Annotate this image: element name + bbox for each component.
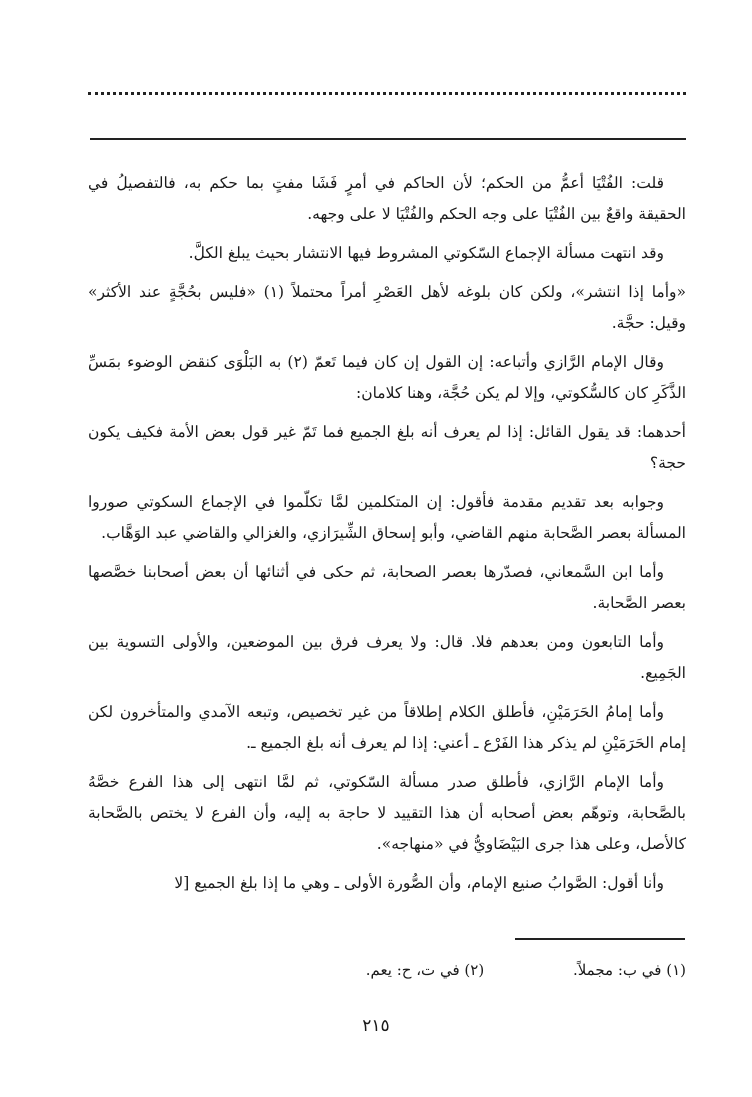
paragraph: وأنا أقول: الصَّوابُ صنيع الإمام، وأن الصُّورة الأولى ـ وهي ما إذا بلغ الجميع [لا bbox=[174, 874, 664, 892]
header-rule bbox=[90, 138, 686, 140]
paragraph: أحدهما: قد يقول القائل: إذا لم يعرف أنه بلغ الجميع فما تَمّ غير قول بعض الأمة فكيف يكون حجة؟ bbox=[88, 423, 686, 472]
header-dotted-line bbox=[88, 92, 686, 101]
paragraph: وجوابه بعد تقديم مقدمة فأقول: إن المتكلمين لمَّا تكلّموا في الإجماع السكوتي صوروا المسألة بعصر الصَّحابة منهم القاضي، وأبو إسحاق الشِّيرَازي، والغزالي والقاضي عبد الوَهَّاب. bbox=[88, 493, 686, 542]
paragraph: وأما الإمام الرَّازي، فأطلق صدر مسألة السّكوتي، ثم لمَّا انتهى إلى هذا الفرع خصَّهُ بالصَّحابة، وتوهّم بعض أصحابه أن هذا التقييد لا حاجة به إليه، وأن الفرع لا يختص بالصَّحابة كالأصل، وعلى هذا جرى البَيْضَاويُّ في «منهاجه». bbox=[88, 773, 686, 853]
footnote-rule bbox=[515, 938, 685, 940]
paragraph: وقال الإمام الرَّازي وأتباعه: إن القول إن كان فيما تَعمّ (٢) به البَلْوَى كنقض الوضوء بمَسِّ الذَّكَرِ كان كالسُّكوتي، وإلا لم يكن حُجَّة، وهنا كلامان: bbox=[88, 353, 686, 402]
footnote: (١) في ب: مجملاً. bbox=[572, 961, 686, 979]
footnotes bbox=[88, 958, 686, 982]
main-text bbox=[88, 168, 686, 899]
paragraph: وأما ابن السَّمعاني، فصدّرها بعصر الصحابة، ثم حكى في أثنائها أن بعض أصحابنا خصَّصها بعصر الصَّحابة. bbox=[88, 563, 686, 612]
paragraph: قلت: الفُتْيَا أعمُّ من الحكم؛ لأن الحاكم في أمرٍ فَشَا مفتٍ بما حكم به، فالتفصيلُ في الحقيقة واقعٌ بين الفُتْيَا على وجه الحكم والفُتْيَا لا على وجهه. bbox=[88, 174, 686, 223]
footnote: (٢) في ت، ح: يعم. bbox=[365, 961, 485, 979]
paragraph: وأما التابعون ومن بعدهم فلا. قال: ولا يعرف فرق بين الموضعين، والأولى التسوية بين الجَمِيع. bbox=[88, 633, 686, 682]
paragraph: «وأما إذا انتشر»، ولكن كان بلوغه لأهل العَصْرِ أمراً محتملاً (١) «فليس بحُجَّةٍ عند الأكثر» وقيل: حجَّة. bbox=[88, 283, 686, 332]
paragraph: وقد انتهت مسألة الإجماع السّكوتي المشروط فيها الانتشار بحيث يبلغ الكلَّ. bbox=[188, 244, 664, 262]
paragraph: وأما إمامُ الحَرَمَيْنِ، فأطلق الكلام إطلاقاً من غير تخصيص، وتبعه الآمدي والمتأخرون لكن إمام الحَرَمَيْنِ لم يذكر هذا الفَرْع ـ أعني: إذا لم يعرف أنه بلغ الجميع ـ. bbox=[88, 703, 686, 752]
page-number: ٢١٥ bbox=[362, 1016, 390, 1036]
